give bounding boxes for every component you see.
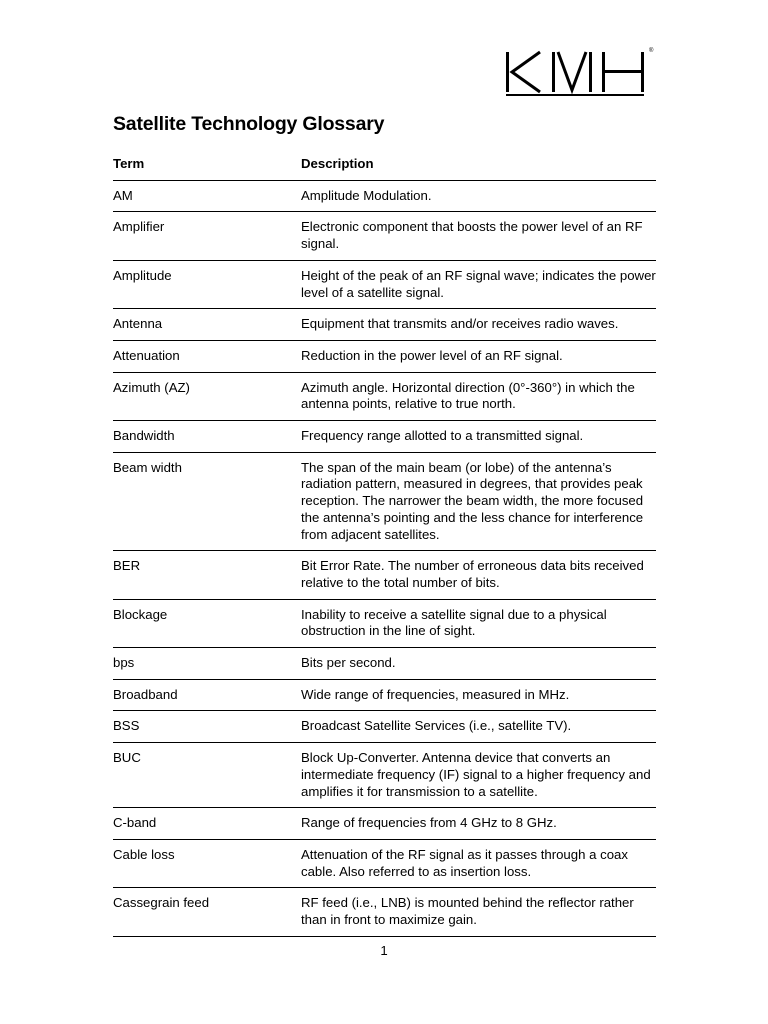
glossary-description: Azimuth angle. Horizontal direction (0°-360°) in which the antenna points, relative to true north. <box>301 379 635 412</box>
table-header <box>113 156 656 181</box>
glossary-description: Block Up-Converter. Antenna device that converts an intermediate frequency (IF) signal to a higher frequency and amplifies it for transmission to a satellite. <box>301 750 651 799</box>
glossary-term: bps <box>113 655 135 671</box>
table-row <box>113 453 656 552</box>
glossary-term: Azimuth (AZ) <box>113 379 190 395</box>
kvh-logo <box>504 46 656 98</box>
glossary-term: BUC <box>113 750 141 766</box>
glossary-description: Equipment that transmits and/or receives radio waves. <box>301 316 619 332</box>
kvh-logo-mark <box>504 46 656 98</box>
glossary-description: Height of the peak of an RF signal wave; indicates the power level of a satellite signal. <box>301 267 656 300</box>
glossary-description: Range of frequencies from 4 GHz to 8 GHz. <box>301 815 557 831</box>
table-row <box>113 743 656 808</box>
term-column-header: Term <box>113 156 145 171</box>
glossary-term: Amplifier <box>113 219 165 235</box>
table-row <box>113 261 656 309</box>
glossary-description: Frequency range allotted to a transmitted signal. <box>301 428 584 444</box>
table-row <box>113 212 656 260</box>
table-row <box>113 373 656 421</box>
table-row <box>113 840 656 888</box>
table-row <box>113 711 656 743</box>
glossary-term: BER <box>113 558 141 574</box>
glossary-description: Amplitude Modulation. <box>301 187 432 203</box>
svg-text:®: ® <box>649 48 654 54</box>
table-row <box>113 680 656 712</box>
glossary-term: Blockage <box>113 606 168 622</box>
glossary-table <box>113 156 656 937</box>
glossary-description: Bits per second. <box>301 655 396 671</box>
glossary-term: Beam width <box>113 459 182 475</box>
glossary-description: RF feed (i.e., LNB) is mounted behind the reflector rather than in front to maximize gain. <box>301 895 634 928</box>
glossary-term: C-band <box>113 815 157 831</box>
glossary-description: Broadcast Satellite Services (i.e., satellite TV). <box>301 718 572 734</box>
table-row <box>113 341 656 373</box>
glossary-term: Broadband <box>113 686 178 702</box>
glossary-term: Antenna <box>113 316 163 332</box>
glossary-description: Wide range of frequencies, measured in MHz. <box>301 686 570 702</box>
table-row <box>113 648 656 680</box>
glossary-rows <box>113 181 656 937</box>
glossary-term: AM <box>113 187 133 203</box>
glossary-description: The span of the main beam (or lobe) of the antenna’s radiation pattern, measured in degrees, that provides peak reception. The narrower the beam width, the more focused the antenna’s pointing and the less chance for interference from adjacent satellites. <box>301 459 644 542</box>
glossary-term: Cable loss <box>113 846 175 862</box>
table-row <box>113 309 656 341</box>
glossary-description: Reduction in the power level of an RF signal. <box>301 347 563 363</box>
table-row <box>113 551 656 599</box>
page-number: 1 <box>380 943 388 958</box>
glossary-term: Bandwidth <box>113 428 175 444</box>
table-row <box>113 808 656 840</box>
glossary-term: BSS <box>113 718 140 734</box>
table-row <box>113 600 656 648</box>
glossary-term: Attenuation <box>113 347 180 363</box>
glossary-term: Amplitude <box>113 267 172 283</box>
table-row <box>113 421 656 453</box>
glossary-description: Bit Error Rate. The number of erroneous data bits received relative to the total number of bits. <box>301 558 644 590</box>
glossary-description: Electronic component that boosts the power level of an RF signal. <box>301 219 643 252</box>
table-row <box>113 888 656 936</box>
glossary-term: Cassegrain feed <box>113 895 210 911</box>
glossary-description: Attenuation of the RF signal as it passes through a coax cable. Also referred to as insertion loss. <box>301 846 628 879</box>
table-row <box>113 181 656 213</box>
glossary-description: Inability to receive a satellite signal due to a physical obstruction in the line of sight. <box>301 606 607 639</box>
description-column-header: Description <box>301 156 374 171</box>
page-title: Satellite Technology Glossary <box>113 113 385 135</box>
